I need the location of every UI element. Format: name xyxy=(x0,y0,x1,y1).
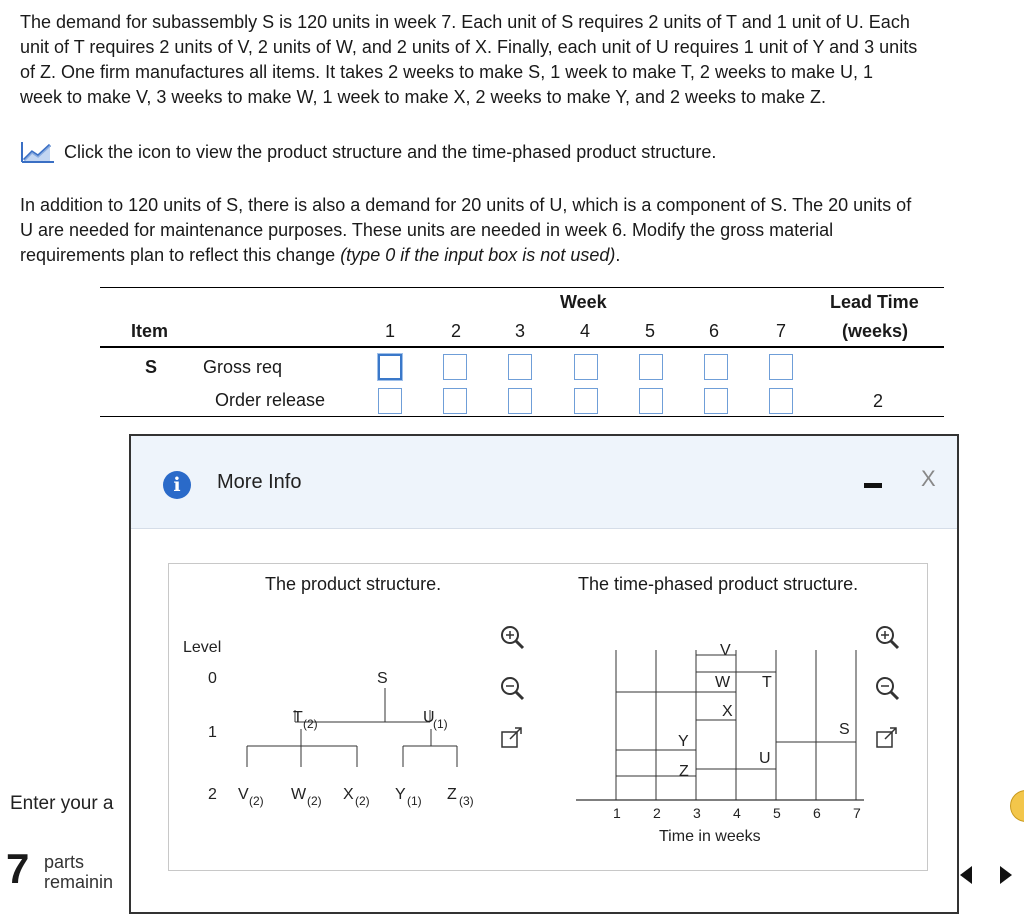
problem-line: week to make V, 3 weeks to make W, 1 week to make X, 2 weeks to make Y, and 2 weeks to make Z. xyxy=(20,87,827,107)
node-z: Z xyxy=(447,786,457,803)
gross-req-week-1-input[interactable] xyxy=(378,354,402,380)
week-6-header: 6 xyxy=(709,321,720,341)
instruction-end: . xyxy=(615,245,621,265)
node-x: X xyxy=(343,786,354,803)
week-3-header: 3 xyxy=(515,321,526,341)
instruction-hint: (type 0 if the input box is not used) xyxy=(340,245,616,265)
instruction-line: In addition to 120 units of S, there is also a demand for 20 units of U, which is a component of S. The 20 units of xyxy=(20,195,912,215)
prev-part-icon[interactable] xyxy=(960,866,972,884)
week-4-header: 4 xyxy=(580,321,591,341)
week-1-header: 1 xyxy=(385,321,396,341)
level-label: Level xyxy=(183,639,222,656)
node-v: V xyxy=(238,786,249,803)
info-icon: i xyxy=(163,471,191,499)
product-structure-title: The product structure. xyxy=(265,574,442,594)
order-release-week-3-input[interactable] xyxy=(508,388,532,414)
tp-label-z: Z xyxy=(679,763,689,780)
diagrams-svg xyxy=(169,564,925,868)
order-release-week-1-input[interactable] xyxy=(378,388,402,414)
answer-prompt: Enter your a xyxy=(10,793,114,814)
gross-req-week-5-input[interactable] xyxy=(639,354,663,380)
gross-req-week-3-input[interactable] xyxy=(508,354,532,380)
level-2: 2 xyxy=(208,786,217,803)
open-external-icon[interactable] xyxy=(877,728,896,747)
item-header: Item xyxy=(131,321,169,341)
table-bottom-rule xyxy=(100,416,944,417)
mrp-table xyxy=(100,287,944,419)
node-s: S xyxy=(377,670,388,687)
node-u: U xyxy=(423,709,435,726)
zoom-out-icon[interactable] xyxy=(502,678,523,699)
parts-remaining-label xyxy=(44,852,113,892)
modification-instructions xyxy=(20,193,1020,268)
gross-req-label: Gross req xyxy=(203,357,283,377)
week-5-header: 5 xyxy=(645,321,656,341)
tp-label-t: T xyxy=(762,674,772,691)
week-2-header: 2 xyxy=(451,321,462,341)
dialog-header xyxy=(131,436,957,529)
minimize-button[interactable] xyxy=(864,483,882,488)
node-y-qty: (1) xyxy=(407,794,422,808)
open-external-icon[interactable] xyxy=(502,728,521,747)
node-y: Y xyxy=(395,786,406,803)
level-0: 0 xyxy=(208,670,217,687)
parts-label-line2: remainin xyxy=(44,872,114,892)
parts-label-line1: parts xyxy=(44,852,85,872)
week-header: Week xyxy=(560,292,607,312)
gross-req-week-2-input[interactable] xyxy=(443,354,467,380)
zoom-out-icon[interactable] xyxy=(877,678,898,699)
lead-time-header: Lead Time xyxy=(830,292,919,312)
tp-label-s: S xyxy=(839,721,850,738)
instruction-line xyxy=(20,243,1020,268)
next-part-icon[interactable] xyxy=(1000,866,1012,884)
order-release-week-5-input[interactable] xyxy=(639,388,663,414)
order-release-label: Order release xyxy=(215,390,326,410)
tp-label-y: Y xyxy=(678,733,689,750)
node-x-qty: (2) xyxy=(355,794,370,808)
zoom-in-icon[interactable] xyxy=(502,627,523,648)
level-1: 1 xyxy=(208,724,217,741)
tp-tick-2: 2 xyxy=(653,805,661,821)
node-z-qty: (3) xyxy=(459,794,474,808)
tp-tick-4: 4 xyxy=(733,805,741,821)
table-top-rule xyxy=(100,287,944,288)
item-name: S xyxy=(145,357,158,377)
tp-label-u: U xyxy=(759,750,771,767)
tp-xlabel: Time in weeks xyxy=(659,828,761,845)
problem-line: unit of T requires 2 units of V, 2 units of W, and 2 units of X. Finally, each unit of U requires 1 unit of Y and 3 units xyxy=(20,37,918,57)
lead-time-units-header: (weeks) xyxy=(842,321,909,341)
table-header-rule xyxy=(100,346,944,348)
node-v-qty: (2) xyxy=(249,794,264,808)
order-release-week-7-input[interactable] xyxy=(769,388,793,414)
instruction-line: U are needed for maintenance purposes. These units are needed in week 6. Modify the gross material xyxy=(20,220,834,240)
node-t-qty: (2) xyxy=(303,717,318,731)
tp-tick-5: 5 xyxy=(773,805,781,821)
order-release-week-2-input[interactable] xyxy=(443,388,467,414)
tp-label-v: V xyxy=(720,642,731,659)
order-release-week-6-input[interactable] xyxy=(704,388,728,414)
instruction-text: requirements plan to reflect this change xyxy=(20,245,341,265)
tp-label-w: W xyxy=(715,674,731,691)
zoom-in-icon[interactable] xyxy=(877,627,898,648)
tp-tick-1: 1 xyxy=(613,805,621,821)
more-info-dialog xyxy=(129,434,959,914)
week-7-header: 7 xyxy=(776,321,787,341)
gross-req-week-7-input[interactable] xyxy=(769,354,793,380)
node-t: T xyxy=(293,709,303,726)
dialog-title: More Info xyxy=(217,471,302,493)
view-structure-link[interactable] xyxy=(20,140,716,164)
view-structure-text: Click the icon to view the product structure and the time-phased product structure. xyxy=(64,141,717,162)
tp-tick-7: 7 xyxy=(853,805,861,821)
node-w-qty: (2) xyxy=(307,794,322,808)
node-w: W xyxy=(291,786,307,803)
tp-tick-6: 6 xyxy=(813,805,821,821)
problem-statement xyxy=(20,10,1020,110)
tp-tick-3: 3 xyxy=(693,805,701,821)
order-release-week-4-input[interactable] xyxy=(574,388,598,414)
lead-time-value: 2 xyxy=(873,391,884,411)
chart-icon[interactable] xyxy=(20,140,56,164)
time-phased-title: The time-phased product structure. xyxy=(578,574,859,594)
gross-req-week-6-input[interactable] xyxy=(704,354,728,380)
gross-req-week-4-input[interactable] xyxy=(574,354,598,380)
node-u-qty: (1) xyxy=(433,717,448,731)
help-icon[interactable] xyxy=(1010,790,1024,822)
figure-panel xyxy=(168,563,928,871)
problem-line: of Z. One firm manufactures all items. It takes 2 weeks to make S, 1 week to make T, 2 weeks to make U, 1 xyxy=(20,62,874,82)
tp-label-x: X xyxy=(722,703,733,720)
close-button[interactable]: X xyxy=(921,466,936,491)
problem-line: The demand for subassembly S is 120 units in week 7. Each unit of S requires 2 units of T and 1 unit of U. Each xyxy=(20,12,910,32)
parts-remaining-count: 7 xyxy=(6,845,30,892)
